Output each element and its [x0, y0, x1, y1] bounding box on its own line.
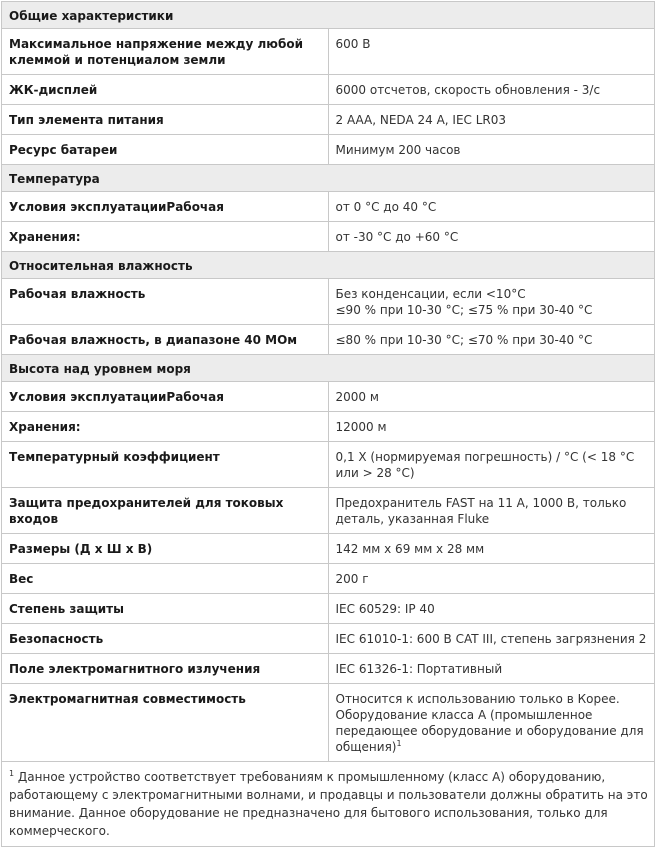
- spec-value-cell: [328, 325, 655, 355]
- spec-row: [2, 564, 655, 594]
- spec-label: Хранения:: [2, 222, 329, 252]
- spec-row: [2, 105, 655, 135]
- spec-row: [2, 442, 655, 488]
- spec-row: [2, 412, 655, 442]
- spec-value-cell: [328, 382, 655, 412]
- spec-label: Защита предохранителей для токовых входов: [2, 488, 329, 534]
- spec-value: IEC 61010-1: 600 B CAT III, степень загрязнения 2: [335, 632, 647, 646]
- spec-label: Хранения:: [2, 412, 329, 442]
- spec-value-cell: [328, 654, 655, 684]
- spec-label: Рабочая влажность: [2, 279, 329, 325]
- spec-value-cell: [328, 279, 655, 325]
- spec-value-cell: [328, 192, 655, 222]
- spec-row: [2, 488, 655, 534]
- spec-value: Предохранитель FAST на 11 A, 1000 В, только деталь, указанная Fluke: [335, 496, 627, 526]
- spec-label: ЖК-дисплей: [2, 75, 329, 105]
- spec-value: 12000 м: [335, 420, 387, 434]
- spec-label: Вес: [2, 564, 329, 594]
- spec-value: ≤80 % при 10-30 °C; ≤70 % при 30-40 °C: [335, 333, 593, 347]
- spec-value: 2000 м: [335, 390, 379, 404]
- spec-value: от -30 °C до +60 °C: [335, 230, 459, 244]
- spec-row: [2, 325, 655, 355]
- spec-value-line2: ≤90 % при 10-30 °C; ≤75 % при 30-40 °C: [335, 303, 593, 317]
- footnote: [2, 762, 655, 847]
- spec-row: [2, 192, 655, 222]
- spec-row: [2, 654, 655, 684]
- spec-value-cell: [328, 594, 655, 624]
- spec-label: Поле электромагнитного излучения: [2, 654, 329, 684]
- footnote-marker: 1: [396, 739, 402, 748]
- spec-row: [2, 135, 655, 165]
- spec-label: Тип элемента питания: [2, 105, 329, 135]
- section-header-row: [2, 2, 655, 29]
- spec-value: от 0 °C до 40 °C: [335, 200, 437, 214]
- spec-row: [2, 534, 655, 564]
- spec-value-cell: [328, 135, 655, 165]
- spec-label: Максимальное напряжение между любой клеммой и потенциалом земли: [2, 29, 329, 75]
- spec-value: 6000 отсчетов, скорость обновления - 3/с: [335, 83, 601, 97]
- spec-value: 142 мм x 69 мм x 28 мм: [335, 542, 485, 556]
- spec-value: Без конденсации, если <10°C: [335, 287, 526, 301]
- spec-value: IEC 61326-1: Портативный: [335, 662, 503, 676]
- spec-value-cell: [328, 75, 655, 105]
- section-header: Относительная влажность: [2, 252, 655, 279]
- spec-row: [2, 222, 655, 252]
- spec-value-cell: [328, 222, 655, 252]
- spec-label: Ресурс батареи: [2, 135, 329, 165]
- spec-row: [2, 29, 655, 75]
- spec-value: 200 г: [335, 572, 369, 586]
- spec-label: Размеры (Д x Ш x В): [2, 534, 329, 564]
- spec-row: [2, 382, 655, 412]
- spec-label: Температурный коэффициент: [2, 442, 329, 488]
- spec-value: Относится к использованию только в Корее. Оборудование класса A (промышленное передающее оборудование и оборудование для общения): [335, 692, 644, 754]
- footnote-row: [2, 762, 655, 847]
- section-header-row: [2, 355, 655, 382]
- spec-value-cell: [328, 624, 655, 654]
- spec-label: Безопасность: [2, 624, 329, 654]
- spec-value-cell: [328, 29, 655, 75]
- footnote-text: Данное устройство соответствует требованиям к промышленному (класс A) оборудованию, работающему с электромагнитными волнами, и продавцы и пользователи должны обратить на это внимание. Данное оборудование не предназначено для бытового использования, только для коммерческого.: [9, 770, 648, 838]
- spec-label: Рабочая влажность, в диапазоне 40 МОм: [2, 325, 329, 355]
- spec-row: [2, 624, 655, 654]
- spec-label: Степень защиты: [2, 594, 329, 624]
- spec-value-cell: [328, 105, 655, 135]
- spec-row: [2, 684, 655, 762]
- spec-table-body: [2, 2, 655, 847]
- section-header: Высота над уровнем моря: [2, 355, 655, 382]
- section-header-row: [2, 252, 655, 279]
- footnote-mark: 1: [9, 769, 15, 778]
- section-header: Температура: [2, 165, 655, 192]
- spec-label: Электромагнитная совместимость: [2, 684, 329, 762]
- spec-value-cell: [328, 442, 655, 488]
- spec-value-cell: [328, 684, 655, 762]
- spec-row: [2, 594, 655, 624]
- spec-value: 600 В: [335, 37, 371, 51]
- spec-value-cell: [328, 564, 655, 594]
- spec-row: [2, 75, 655, 105]
- spec-value: 0,1 X (нормируемая погрешность) / °C (< 18 °C или > 28 °C): [335, 450, 635, 480]
- section-header-row: [2, 165, 655, 192]
- spec-value: IEC 60529: IP 40: [335, 602, 435, 616]
- spec-table: [1, 1, 655, 847]
- spec-value-cell: [328, 488, 655, 534]
- spec-label: Условия эксплуатацииРабочая: [2, 192, 329, 222]
- spec-row: [2, 279, 655, 325]
- spec-label: Условия эксплуатацииРабочая: [2, 382, 329, 412]
- spec-value-cell: [328, 534, 655, 564]
- spec-value: 2 AAA, NEDA 24 A, IEC LR03: [335, 113, 507, 127]
- spec-value: Минимум 200 часов: [335, 143, 461, 157]
- section-header: Общие характеристики: [2, 2, 655, 29]
- spec-value-cell: [328, 412, 655, 442]
